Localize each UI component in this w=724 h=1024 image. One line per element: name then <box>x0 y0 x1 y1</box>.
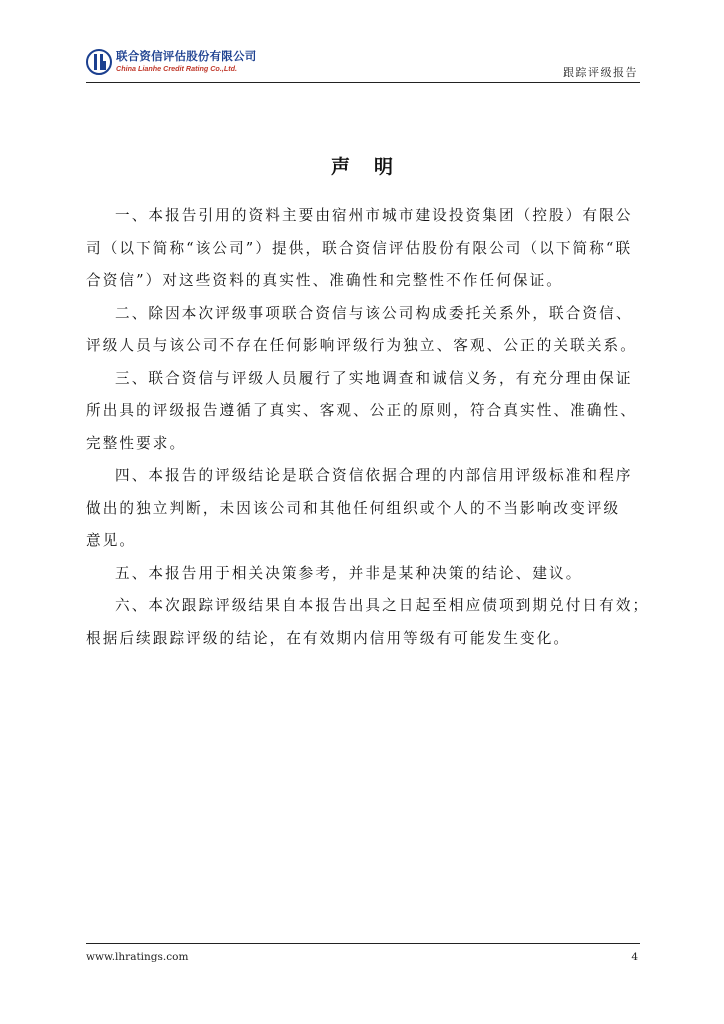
paragraph-line: 根据后续跟踪评级的结论，在有效期内信用等级有可能发生变化。 <box>86 629 571 647</box>
paragraph-line: 五、本报告用于相关决策参考，并非是某种决策的结论、建议。 <box>115 564 583 582</box>
footer-divider <box>86 943 640 944</box>
paragraph-3 <box>86 363 642 461</box>
lianhe-logo-icon <box>86 49 112 75</box>
logo-company-name-cn: 联合资信评估股份有限公司 <box>116 49 257 63</box>
paragraph-line: 评级人员与该公司不存在任何影响评级行为独立、客观、公正的关联关系。 <box>86 337 637 354</box>
footer-website: www.lhratings.com <box>86 951 189 963</box>
paragraph-2 <box>86 298 642 363</box>
paragraph-line: 司（以下简称“该公司”）提供，联合资信评估股份有限公司（以下简称“联 <box>86 239 633 257</box>
company-logo <box>86 48 276 76</box>
page-header <box>86 44 640 82</box>
paragraph-4 <box>86 460 642 558</box>
paragraph-5 <box>86 558 642 591</box>
paragraph-line: 意见。 <box>86 532 137 549</box>
paragraph-line: 做出的独立判断，未因该公司和其他任何组织或个人的不当影响改变评级 <box>86 499 621 517</box>
paragraph-line: 二、除因本次评级事项联合资信与该公司构成委托关系外，联合资信、 <box>115 304 633 322</box>
paragraph-line: 一、本报告引用的资料主要由宿州市城市建设投资集团（控股）有限公 <box>115 207 633 224</box>
paragraph-line: 四、本报告的评级结论是联合资信依据合理的内部信用评级标准和程序 <box>115 467 633 484</box>
paragraph-1 <box>86 200 642 298</box>
paragraph-6 <box>86 590 650 655</box>
page-title: 声明 <box>330 156 417 178</box>
paragraph-line: 合资信”）对这些资料的真实性、准确性和完整性不作任何保证。 <box>86 272 563 289</box>
logo-company-name-en: China Lianhe Credit Rating Co.,Ltd. <box>116 64 237 73</box>
paragraph-line: 所出具的评级报告遵循了真实、客观、公正的原则，符合真实性、准确性、 <box>86 402 637 419</box>
paragraph-line: 完整性要求。 <box>86 434 187 452</box>
paragraph-line: 六、本次跟踪评级结果自本报告出具之日起至相应债项到期兑付日有效； <box>115 597 650 614</box>
report-type-label: 跟踪评级报告 <box>563 66 638 79</box>
declaration-body <box>86 200 650 655</box>
header-divider <box>86 82 640 83</box>
paragraph-line: 三、联合资信与评级人员履行了实地调查和诚信义务，有充分理由保证 <box>115 369 633 387</box>
page-number: 4 <box>631 951 638 963</box>
